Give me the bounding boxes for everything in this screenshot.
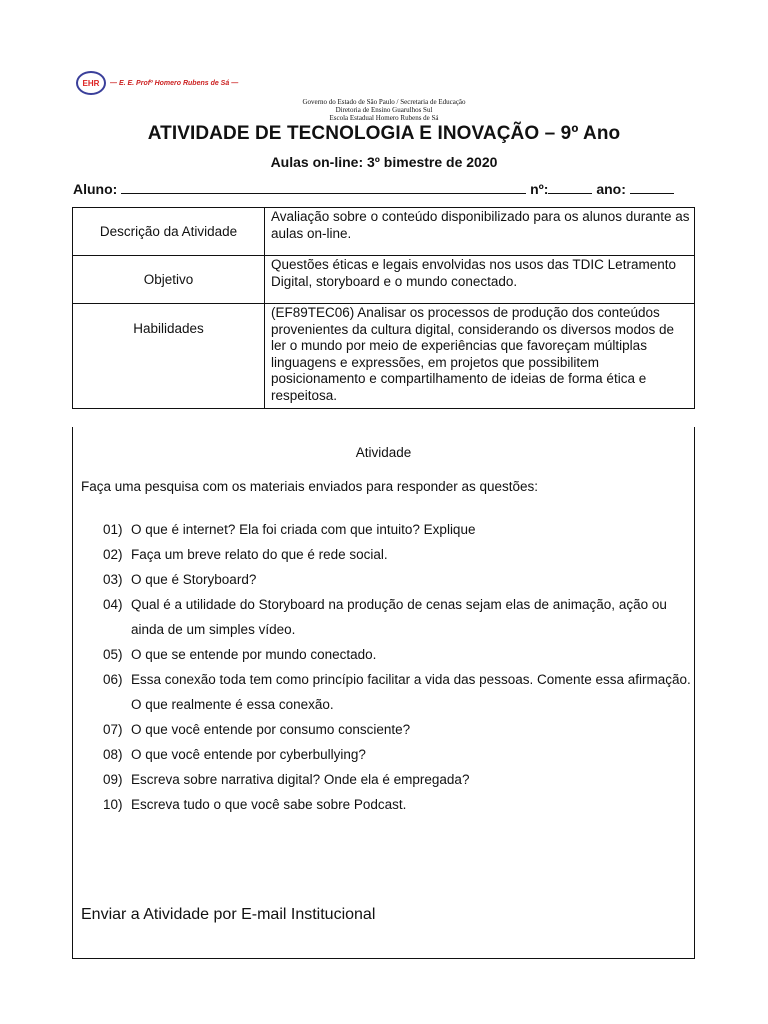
activity-section <box>72 427 695 959</box>
skills-value: (EF89TEC06) Analisar os processos de produção dos conteúdos provenientes da cultura digital, considerando os diversos modos de ler o mundo por meio de experiências que favoreçam múltiplas linguagens e expressões, em projetos que possibilitem posicionamento e compartilhamento de ideias de forma ética e respeitosa. <box>265 304 695 409</box>
list-item <box>103 767 693 792</box>
aluno-field[interactable] <box>121 181 526 194</box>
page-subtitle: Aulas on-line: 3º bimestre de 2020 <box>270 154 498 170</box>
header-government: Governo do Estado de São Paulo / Secretaria de Educação <box>302 98 466 106</box>
student-info-line <box>73 181 693 197</box>
question-number: 08) <box>103 747 123 762</box>
numero-label: nº: <box>530 181 549 197</box>
list-item <box>103 642 693 667</box>
activity-intro: Faça uma pesquisa com os materiais enviados para responder as questões: <box>81 479 538 494</box>
question-number: 02) <box>103 547 123 562</box>
question-number: 04) <box>103 597 123 612</box>
list-item <box>103 542 693 567</box>
aluno-label: Aluno: <box>73 181 118 197</box>
numero-field[interactable] <box>548 181 592 194</box>
list-item <box>103 667 693 717</box>
list-item <box>103 517 693 542</box>
activity-heading: Atividade <box>355 445 412 460</box>
objective-value: Questões éticas e legais envolvidas nos usos das TDIC Letramento Digital, storyboard e o mundo conectado. <box>265 256 695 304</box>
description-label: Descrição da Atividade <box>73 208 265 256</box>
question-number: 05) <box>103 647 123 662</box>
question-text: Essa conexão toda tem como princípio facilitar a vida das pessoas. Comente essa afirmação. O que realmente é essa conexão. <box>131 672 691 712</box>
question-text: O que é internet? Ela foi criada com que intuito? Explique <box>131 522 476 537</box>
question-list <box>103 517 693 817</box>
description-value: Avaliação sobre o conteúdo disponibilizado para os alunos durante as aulas on-line. <box>265 208 695 256</box>
header-school: Escola Estadual Homero Rubens de Sá <box>329 114 439 122</box>
table-row <box>73 256 695 304</box>
question-number: 07) <box>103 722 123 737</box>
question-number: 09) <box>103 772 123 787</box>
school-logo-text: — E. E. Profº Homero Rubens de Sá — <box>110 79 239 87</box>
submission-instruction: Enviar a Atividade por E-mail Institucional <box>81 906 376 923</box>
question-text: O que você entende por cyberbullying? <box>131 747 366 762</box>
question-text: Escreva sobre narrativa digital? Onde ela é empregada? <box>131 772 470 787</box>
school-logo <box>76 71 238 95</box>
question-text: O que você entende por consumo consciente? <box>131 722 411 737</box>
objective-label: Objetivo <box>73 256 265 304</box>
question-text: Faça um breve relato do que é rede social. <box>131 547 388 562</box>
question-text: O que se entende por mundo conectado. <box>131 647 377 662</box>
skills-label: Habilidades <box>73 304 265 409</box>
page-title: ATIVIDADE DE TECNOLOGIA E INOVAÇÃO – 9º Ano <box>147 123 621 144</box>
question-text: O que é Storyboard? <box>131 572 257 587</box>
list-item <box>103 567 693 592</box>
list-item <box>103 717 693 742</box>
question-number: 03) <box>103 572 123 587</box>
table-row <box>73 208 695 256</box>
ano-field[interactable] <box>630 181 674 194</box>
list-item <box>103 592 693 642</box>
list-item <box>103 792 693 817</box>
header-directorate: Diretoria de Ensino Guarulhos Sul <box>335 106 433 114</box>
question-text: Escreva tudo o que você sabe sobre Podcast. <box>131 797 407 812</box>
question-number: 06) <box>103 672 123 687</box>
list-item <box>103 742 693 767</box>
question-number: 01) <box>103 522 123 537</box>
ano-label: ano: <box>596 181 626 197</box>
table-row <box>73 304 695 409</box>
activity-info-table <box>72 207 695 409</box>
question-number: 10) <box>103 797 123 812</box>
school-seal-icon: EHR <box>76 71 106 95</box>
question-text: Qual é a utilidade do Storyboard na produção de cenas sejam elas de animação, ação ou ainda de um simples vídeo. <box>131 597 667 637</box>
